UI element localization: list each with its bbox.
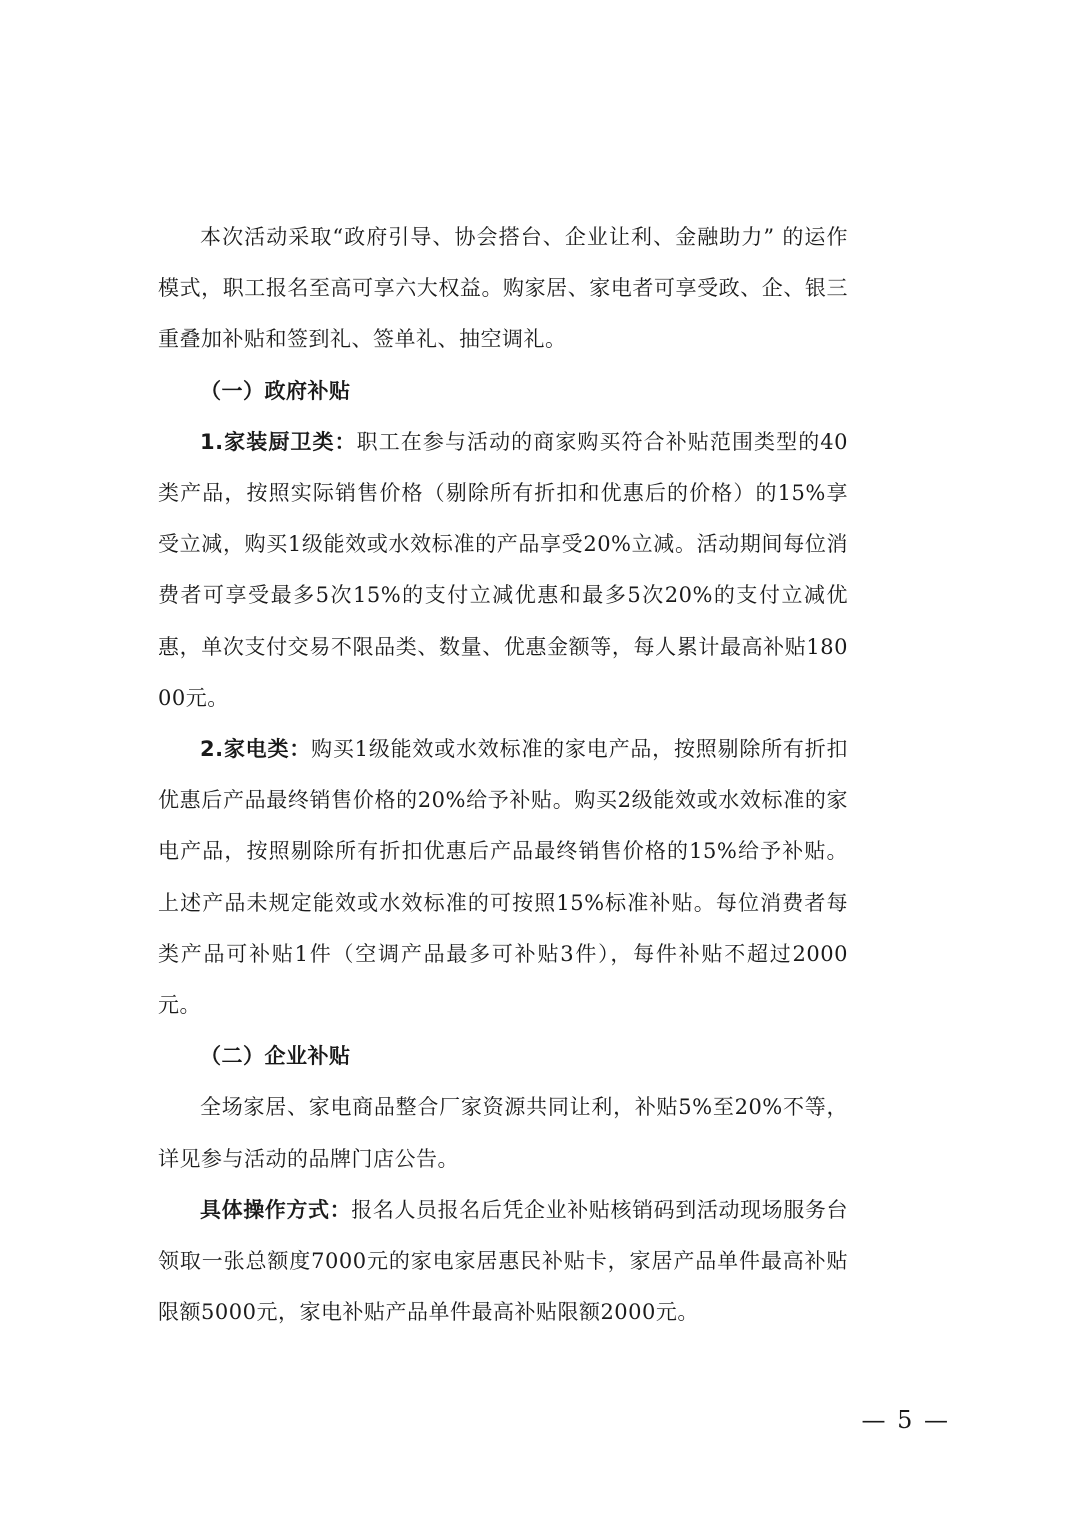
- operation-lead: 具体操作方式：: [200, 1197, 352, 1222]
- section-heading-enterprise-subsidy: （二）企业补贴: [200, 1044, 351, 1069]
- item-2-text: 购买1级能效或水效标准的家电产品，按照剔除所有折扣优惠后产品最终销售价格的20%给予补贴。购买2级能效或水效标准的家电产品，按照剔除所有折扣优惠后产品最终销售价格的15%给予补贴。上述产品未规定能效或水效标准的可按照15%标准补贴。每位消费者每类产品可补贴1件（空调产品最多可补贴3件），每件补贴不超过2000元。: [158, 737, 849, 1018]
- intro-paragraph: 本次活动采取“政府引导、协会搭台、企业让利、金融助力” 的运作模式，职工报名至高可享六大权益。购家居、家电者可享受政、企、银三重叠加补贴和签到礼、签单礼、抽空调礼。: [158, 225, 848, 352]
- section-heading-government-subsidy: （一）政府补贴: [200, 378, 351, 403]
- item-1-text: 职工在参与活动的商家购买符合补贴范围类型的40类产品，按照实际销售价格（剔除所有折扣和优惠后的价格）的15%享受立减，购买1级能效或水效标准的产品享受20%立减。活动期间每位消费者可享受最多5次15%的支付立减优惠和最多5次20%的支付立减优惠，单次支付交易不限品类、数量、优惠金额等，每人累计最高补贴18000元。: [158, 429, 848, 710]
- item-1-lead: 1.家装厨卫类：: [200, 429, 357, 454]
- document-body: [158, 212, 848, 1338]
- operation-text: 报名人员报名后凭企业补贴核销码到活动现场服务台领取一张总额度7000元的家电家居惠民补贴卡，家居产品单件最高补贴限额5000元，家电补贴产品单件最高补贴限额2000元。: [158, 1197, 849, 1325]
- enterprise-paragraph: 全场家居、家电商品整合厂家资源共同让利，补贴5%至20%不等，详见参与活动的品牌门店公告。: [158, 1095, 848, 1171]
- item-home-kitchen-bath: [158, 417, 848, 724]
- item-2-lead: 2.家电类：: [200, 737, 312, 762]
- item-home-appliances: [158, 724, 848, 1031]
- page-number: — 5 —: [861, 1406, 950, 1434]
- operation-paragraph: [158, 1185, 848, 1339]
